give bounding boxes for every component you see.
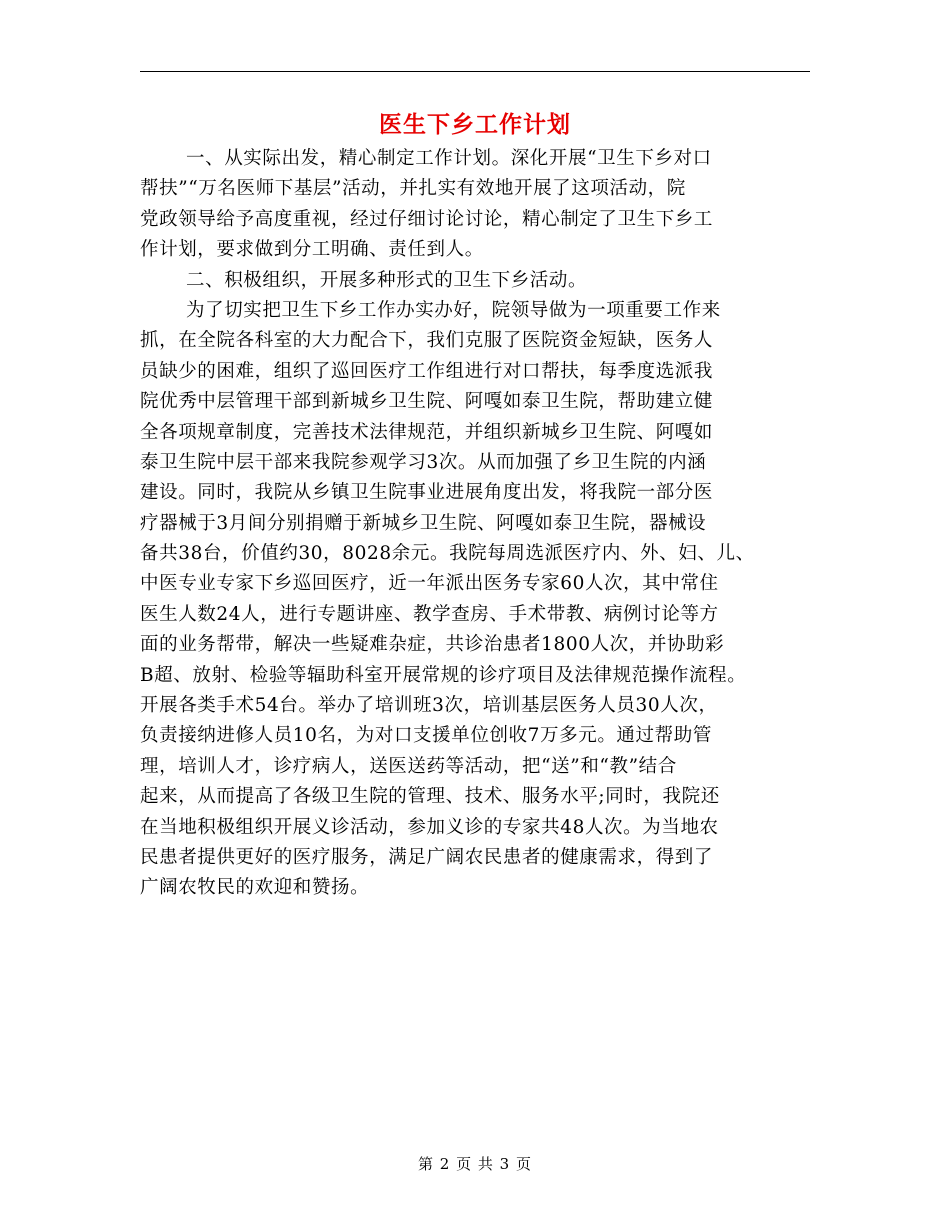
document-body: [140, 144, 820, 904]
section-heading-2: 二、积极组织，开展多种形式的卫生下乡活动。: [186, 269, 588, 291]
paragraph-2-line-10: 中医专业专家下乡巡回医疗，近一年派出医务专家60人次，其中常住: [140, 573, 719, 595]
paragraph-2-line-12: 面的业务帮带，解决一些疑难杂症，共诊治患者1800人次，并协助彩: [140, 634, 725, 656]
paragraph-2-line-14: 开展各类手术54台。举办了培训班3次，培训基层医务人员30人次，: [140, 695, 718, 717]
paragraph-1-line-1: 一、从实际出发，精心制定工作计划。深化开展“卫生下乡对口: [186, 148, 712, 169]
paragraph-2-line-3: 员缺少的困难，组织了巡回医疗工作组进行对口帮扶，每季度选派我: [140, 360, 714, 382]
paragraph-2-line-8: 疗器械于3月间分别捐赠于新城乡卫生院、阿嘎如泰卫生院，器械设: [140, 512, 707, 534]
paragraph-2-line-18: 在当地积极组织开展义诊活动，参加义诊的专家共48人次。为当地农: [140, 816, 719, 838]
paragraph-2-line-13: B超、放射、检验等辐助科室开展常规的诊疗项目及法律规范操作流程。: [140, 664, 747, 686]
document-title: 医生下乡工作计划: [379, 111, 571, 138]
header-rule: [140, 71, 810, 72]
paragraph-2-line-15: 负责接纳进修人员10名，为对口支援单位创收7万多元。通过帮助管: [140, 725, 712, 747]
paragraph-1-line-4: 作计划，要求做到分工明确、责任到人。: [140, 239, 484, 261]
paragraph-2-line-1: 为了切实把卫生下乡工作办实办好，院领导做为一项重要工作来: [186, 299, 721, 321]
paragraph-2-line-5: 全各项规章制度，完善技术法律规范，并组织新城乡卫生院、阿嘎如: [140, 421, 714, 443]
paragraph-2-line-16: 理，培训人才，诊疗病人，送医送药等活动，把“送”和“教”结合: [140, 755, 677, 777]
paragraph-2-line-17: 起来，从而提高了各级卫生院的管理、技术、服务水平;同时，我院还: [140, 786, 720, 808]
page-number-footer: 第 2 页 共 3 页: [418, 1155, 532, 1173]
paragraph-1-line-2: 帮扶”“万名医师下基层”活动，并扎实有效地开展了这项活动，院: [140, 178, 686, 200]
paragraph-2-line-20: 广阔农牧民的欢迎和赞扬。: [140, 877, 370, 899]
paragraph-2-line-4: 院优秀中层管理干部到新城乡卫生院、阿嘎如泰卫生院，帮助建立健: [140, 391, 714, 413]
paragraph-2-line-9: 备共38台，价值约30，8028余元。我院每周选派医疗内、外、妇、儿、: [140, 543, 755, 565]
paragraph-2-line-19: 民患者提供更好的医疗服务，满足广阔农民患者的健康需求，得到了: [140, 846, 714, 868]
paragraph-2-line-7: 建设。同时，我院从乡镇卫生院事业进展角度出发，将我院一部分医: [140, 482, 714, 504]
paragraph-1-line-3: 党政领导给予高度重视，经过仔细讨论讨论，精心制定了卫生下乡工: [140, 208, 714, 230]
paragraph-2-line-11: 医生人数24人，进行专题讲座、教学查房、手术带教、病例讨论等方: [140, 603, 719, 625]
paragraph-2-line-2: 抓，在全院各科室的大力配合下，我们克服了医院资金短缺，医务人: [140, 330, 714, 352]
paragraph-2-line-6: 泰卫生院中层干部来我院参观学习3次。从而加强了乡卫生院的内涵: [140, 451, 707, 473]
